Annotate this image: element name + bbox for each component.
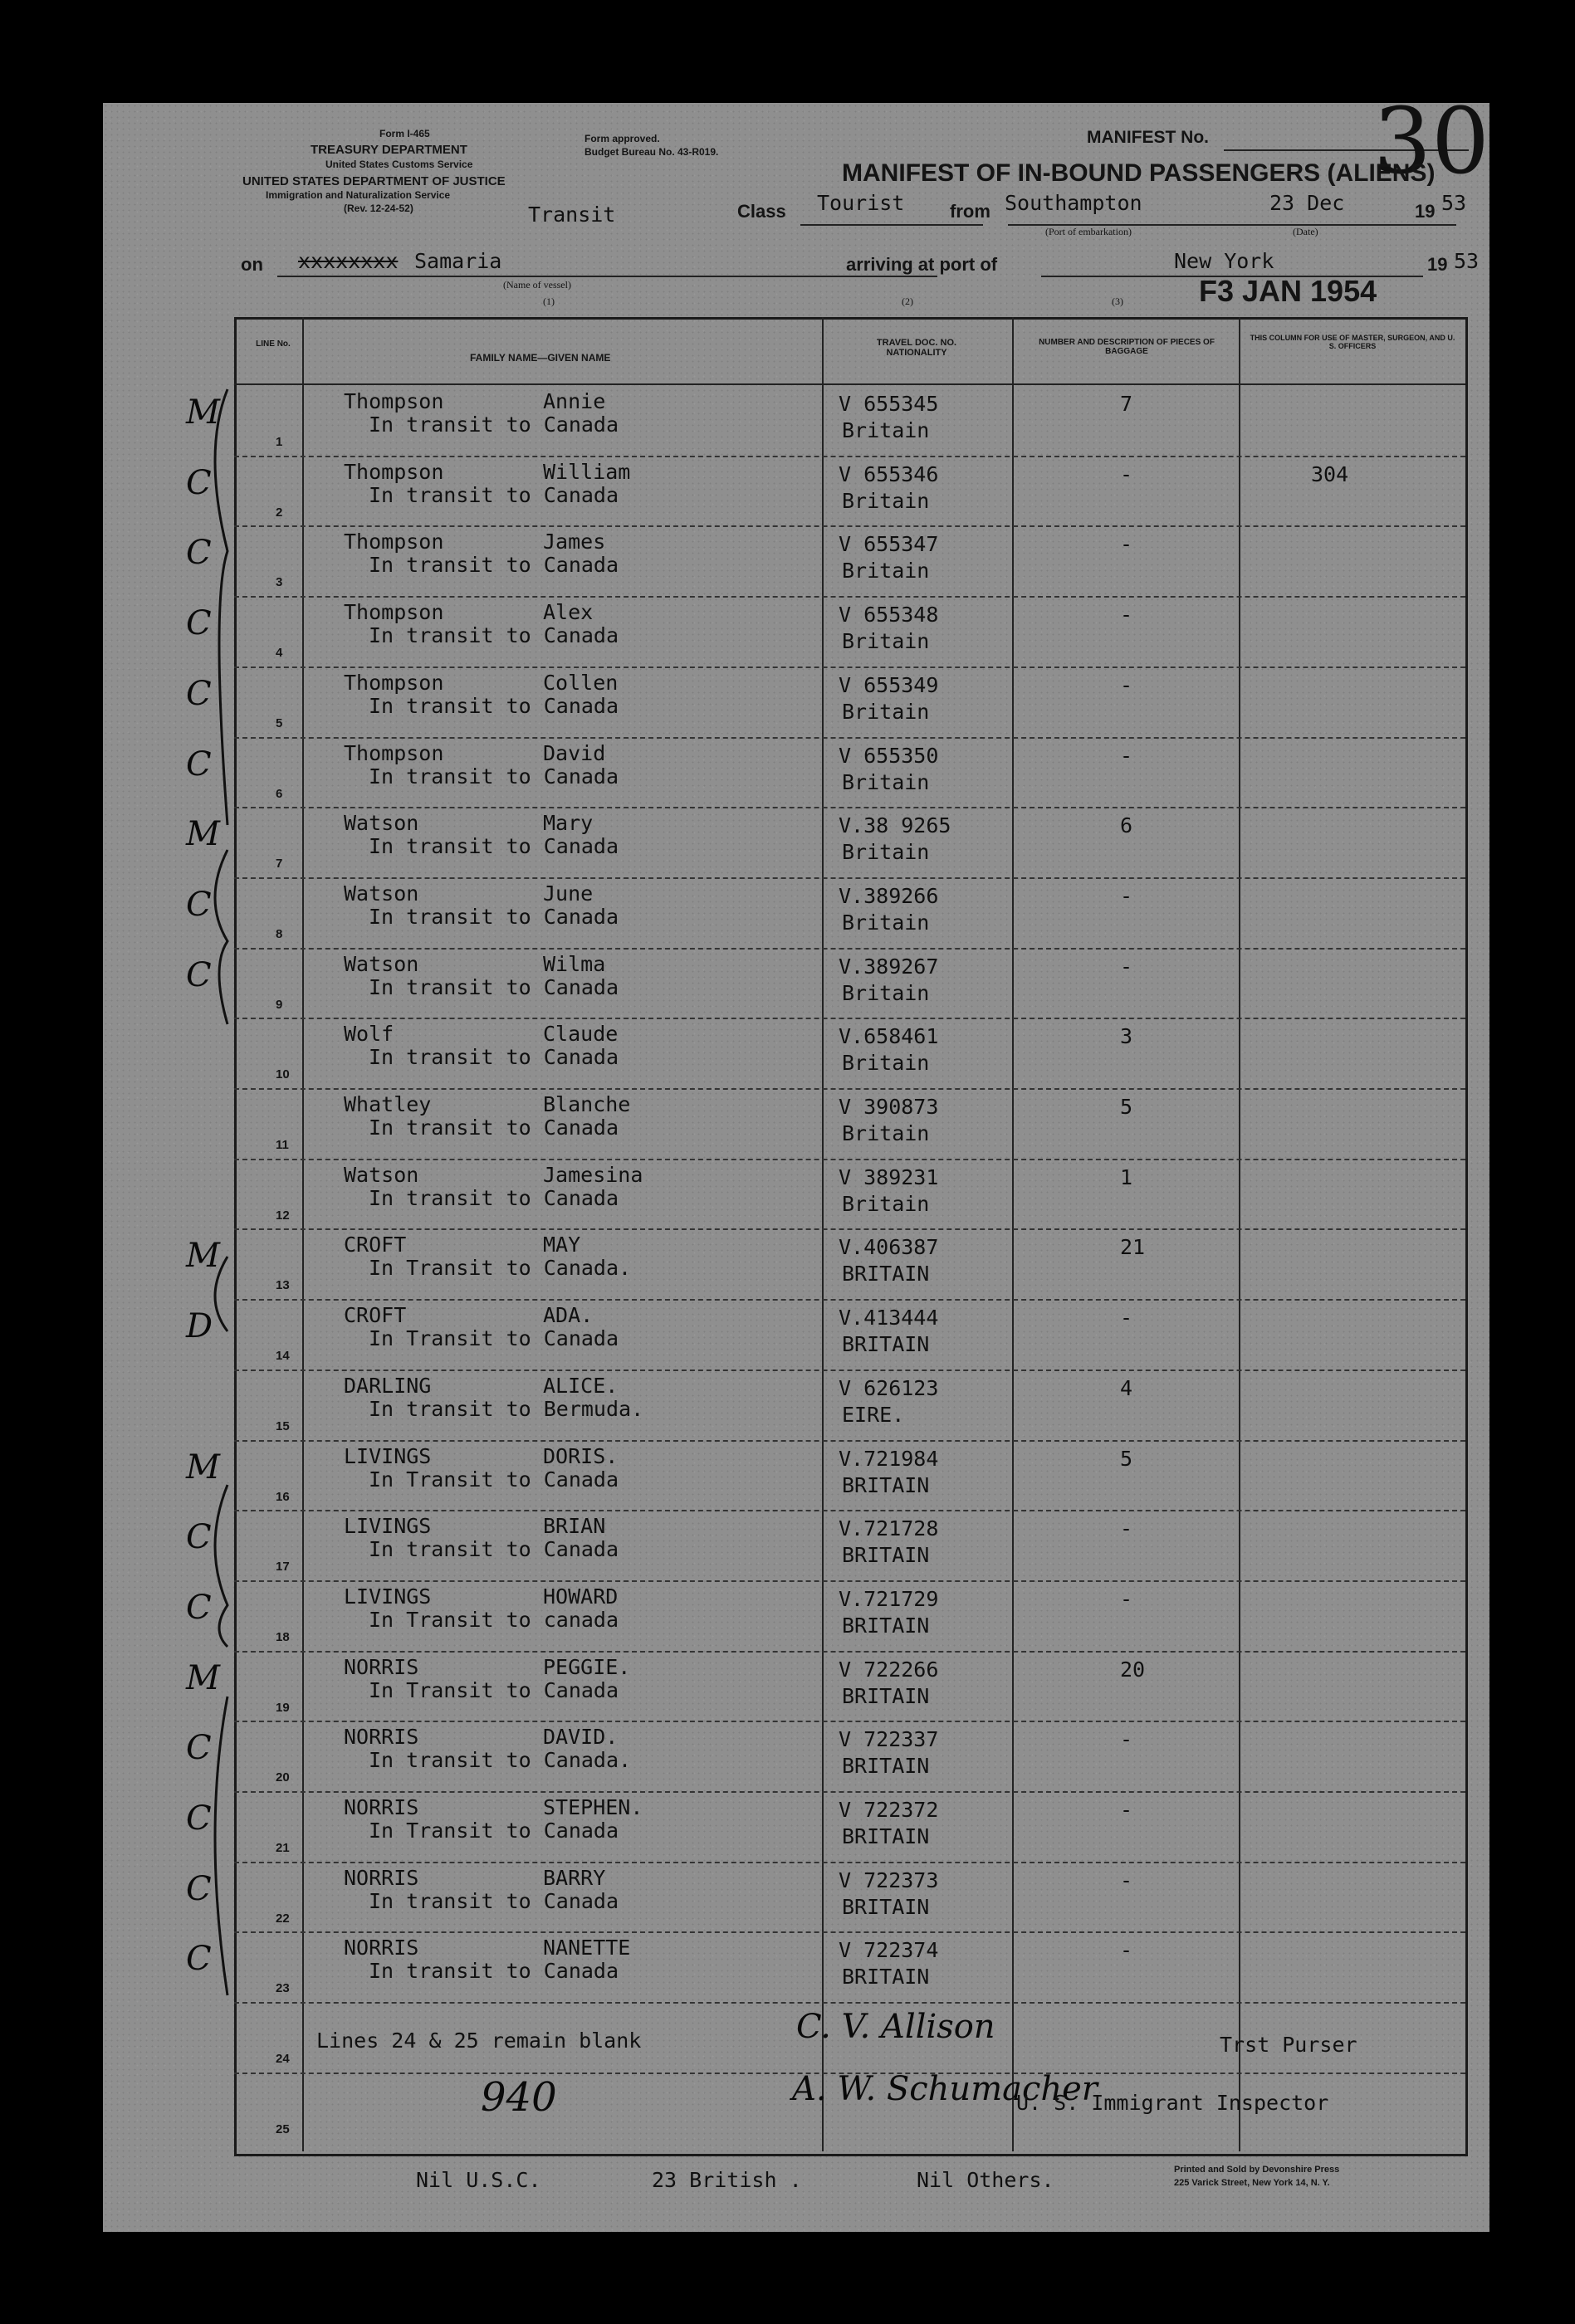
line-number: 20 [276,1770,290,1785]
travel-doc-number: V 655350 [839,743,939,768]
manifest-no-label: MANIFEST No. [1087,128,1209,147]
given-name: William [543,459,631,484]
family-name: Watson [344,951,419,976]
row-divider [234,666,1465,668]
year-prefix: 19 [1415,201,1436,222]
ins-name: Immigration and Naturalization Service [266,189,451,201]
date-caption: (Date) [1293,226,1318,237]
transit-destination: In transit to Canada [369,1185,619,1210]
travel-doc-number: V 655349 [839,672,939,697]
line-number: 19 [276,1700,290,1715]
margin-mark: D [186,1307,213,1346]
line-number: 18 [276,1629,290,1644]
given-name: DAVID. [543,1725,619,1750]
travel-doc-number: V.658461 [839,1024,939,1049]
row-divider [234,1931,1465,1933]
arriving-port: New York [1174,249,1274,273]
baggage-count: 5 [1120,1095,1133,1119]
travel-doc-number: V.721728 [839,1516,939,1541]
travel-doc-number: V 390873 [839,1095,939,1119]
family-name: CROFT [344,1303,407,1328]
family-name: Thompson [344,600,444,625]
nationality: EIRE. [842,1402,905,1427]
family-name: Watson [344,881,419,906]
arriving-year: 53 [1454,249,1480,273]
form-approved: Form approved. [585,133,660,144]
nationality: BRITAIN [842,1472,930,1497]
transit-destination: In transit to Canada [369,764,619,788]
given-name: Annie [543,389,606,413]
col-num-1: (1) [543,295,555,307]
baggage-count: 6 [1120,813,1133,838]
transit-destination: In transit to Canada [369,553,619,578]
family-name: NORRIS [344,1936,419,1960]
family-name: NORRIS [344,1654,419,1679]
travel-doc-number: V 655346 [839,461,939,486]
line-number: 21 [276,1841,290,1855]
family-name: LIVINGS [344,1514,432,1539]
col-header-name: FAMILY NAME—GIVEN NAME [470,352,611,364]
given-name: Claude [543,1022,619,1047]
baggage-count: - [1120,1938,1133,1963]
line-number: 7 [276,857,283,872]
inspector-title: U. S. Immigrant Inspector [1016,2091,1329,2115]
usc-count: Nil U.S.C. [416,2168,541,2192]
nationality: BRITAIN [842,1824,930,1848]
nationality: Britain [842,418,930,442]
row-divider [234,2002,1465,2004]
margin-mark: M [186,393,220,432]
row-divider [234,1721,1465,1722]
line-number: 25 [276,2121,290,2136]
family-name: Watson [344,1162,419,1187]
year-value: 53 [1441,191,1467,215]
margin-mark: C [186,1940,212,1979]
family-name: Thompson [344,530,444,554]
margin-mark: M [186,1237,220,1276]
baggage-count: - [1120,603,1133,627]
transit-destination: In transit to Canada [369,904,619,929]
given-name: STEPHEN. [543,1795,643,1819]
given-name: Jamesina [543,1162,643,1187]
struck-text: xxxxxxxx [298,249,399,273]
baggage-count: 20 [1120,1657,1146,1682]
transit-destination: In transit to Canada [369,1045,619,1070]
margin-mark: M [186,815,220,854]
line-number: 13 [276,1278,290,1293]
class-label: Class [737,201,786,222]
col-header-baggage: NUMBER AND DESCRIPTION OF PIECES OF BAGGAGE [1039,338,1215,356]
handwritten-number: 940 [481,2074,557,2121]
given-name: MAY [543,1233,581,1257]
transit-destination: In Transit to Canada. [369,1256,632,1281]
margin-mark: C [186,955,212,994]
baggage-count: - [1120,743,1133,768]
row-divider [234,1791,1465,1793]
row-divider [234,456,1465,457]
purser-signature: C. V. Allison [796,2008,995,2046]
margin-mark: C [186,885,212,924]
officer-note: 304 [1311,461,1349,486]
given-name: Alex [543,600,594,625]
transit-destination: In transit to Canada [369,974,619,999]
travel-doc-number: V.38 9265 [839,813,951,838]
treasury-dept: TREASURY DEPARTMENT [311,143,467,157]
baggage-count: - [1120,883,1133,908]
transit-destination: In transit to Canada [369,482,619,507]
baggage-count: - [1120,954,1133,979]
nationality: Britain [842,559,930,583]
travel-doc-number: V 722337 [839,1727,939,1752]
transit-word: Transit [528,203,616,227]
line-number: 6 [276,786,283,801]
line-number: 16 [276,1489,290,1504]
col-header-travel-doc: TRAVEL DOC. NO. NATIONALITY [876,338,957,358]
row-divider [234,1862,1465,1863]
nationality: BRITAIN [842,1332,930,1357]
family-name: LIVINGS [344,1443,432,1468]
transit-destination: In transit to Canada. [369,1748,632,1773]
customs-service: United States Customs Service [325,159,473,170]
col-header-officers: THIS COLUMN FOR USE OF MASTER, SURGEON, AND U. S. OFFICERS [1250,334,1455,350]
blank-lines-note: Lines 24 & 25 remain blank [316,2029,642,2053]
nationality: Britain [842,1121,930,1145]
line-number: 1 [276,435,283,449]
port-caption: (Port of embarkation) [1045,226,1132,237]
british-count: 23 British . [652,2168,802,2192]
travel-doc-number: V 655347 [839,532,939,557]
baggage-count: - [1120,1306,1133,1330]
transit-destination: In transit to Canada [369,1888,619,1913]
vessel-caption: (Name of vessel) [503,279,571,290]
on-label: on [241,254,263,275]
nationality: Britain [842,769,930,794]
margin-mark: M [186,1448,220,1487]
class-value: Tourist [817,191,905,215]
baggage-count: - [1120,461,1133,486]
col-num-3: (3) [1112,295,1123,307]
inspector-signature: A. W. Schumacher [792,2070,1098,2108]
family-name: NORRIS [344,1725,419,1750]
given-name: NANETTE [543,1936,631,1960]
transit-destination: In transit to Canada [369,1116,619,1140]
nationality: BRITAIN [842,1262,930,1286]
travel-doc-number: V.389266 [839,883,939,908]
baggage-count: - [1120,1798,1133,1822]
margin-mark: M [186,1658,220,1697]
arriving-year-prefix: 19 [1427,254,1448,275]
line-number: 8 [276,926,283,941]
nationality: BRITAIN [842,1683,930,1708]
margin-mark: C [186,1799,212,1838]
nationality: Britain [842,910,930,935]
nationality: BRITAIN [842,1965,930,1990]
baggage-count: - [1120,1516,1133,1541]
printer-line-1: Printed and Sold by Devonshire Press [1174,2165,1340,2175]
given-name: Mary [543,811,594,836]
printer-line-2: 225 Varick Street, New York 14, N. Y. [1174,2178,1330,2188]
family-name: Thompson [344,459,444,484]
nationality: Britain [842,1191,930,1216]
rev-date: (Rev. 12-24-52) [344,203,413,214]
port-of-embarkation: Southampton [1005,191,1142,215]
line-number: 11 [276,1138,289,1152]
travel-doc-number: V.406387 [839,1235,939,1260]
line-number: 24 [276,2052,290,2067]
travel-doc-number: V.721984 [839,1446,939,1471]
row-divider [234,1510,1465,1511]
handwritten-brackets [103,103,352,2095]
baggage-count: - [1120,1868,1133,1892]
family-name: Thompson [344,670,444,695]
family-name: NORRIS [344,1865,419,1890]
line-number: 9 [276,997,283,1012]
family-name: Thompson [344,740,444,765]
margin-mark: C [186,463,212,502]
given-name: DORIS. [543,1443,619,1468]
baggage-count: - [1120,532,1133,557]
line-number: 12 [276,1208,290,1223]
margin-mark: C [186,604,212,643]
row-divider [234,807,1465,808]
embark-date: 23 Dec [1269,191,1345,215]
manifest-page [103,88,1489,2232]
margin-mark: C [186,1729,212,1768]
given-name: BARRY [543,1865,606,1890]
nationality: Britain [842,699,930,724]
given-name: ADA. [543,1303,594,1328]
nationality: Britain [842,980,930,1005]
nationality: BRITAIN [842,1543,930,1568]
baggage-count: 5 [1120,1446,1133,1471]
line-number: 14 [276,1349,290,1364]
given-name: June [543,881,594,906]
row-divider [234,1159,1465,1160]
transit-destination: In transit to Canada [369,1537,619,1562]
justice-dept: UNITED STATES DEPARTMENT OF JUSTICE [242,174,506,188]
travel-doc-number: V.413444 [839,1306,939,1330]
travel-doc-number: V.389267 [839,954,939,979]
margin-mark: C [186,1869,212,1908]
family-name: DARLING [344,1373,432,1398]
row-divider [234,1651,1465,1653]
transit-destination: In Transit to canada [369,1607,619,1632]
margin-mark: C [186,674,212,713]
arriving-label: arriving at port of [846,254,998,275]
from-label: from [950,201,990,222]
budget-bureau: Budget Bureau No. 43-R019. [585,146,719,158]
baggage-count: 1 [1120,1164,1133,1189]
transit-destination: In transit to Canada [369,413,619,437]
given-name: ALICE. [543,1373,619,1398]
row-divider [234,737,1465,739]
row-divider [234,1440,1465,1442]
family-name: NORRIS [344,1795,419,1819]
row-divider [234,525,1465,527]
margin-mark: C [186,1518,212,1557]
transit-destination: In Transit to Canada [369,1467,619,1492]
given-name: PEGGIE. [543,1654,631,1679]
margin-mark: C [186,745,212,784]
given-name: David [543,740,606,765]
transit-destination: In transit to Canada [369,623,619,648]
baggage-count: 7 [1120,392,1133,416]
transit-destination: In transit to Canada [369,834,619,859]
nationality: Britain [842,629,930,654]
baggage-count: 4 [1120,1375,1133,1400]
travel-doc-number: V 626123 [839,1375,939,1400]
row-divider [234,1370,1465,1371]
nationality: Britain [842,488,930,513]
transit-destination: In Transit to Canada [369,1677,619,1702]
line-number: 17 [276,1560,290,1575]
transit-destination: In transit to Canada [369,693,619,718]
row-divider [234,877,1465,879]
vessel-name: Samaria [414,249,502,273]
nationality: BRITAIN [842,1613,930,1638]
travel-doc-number: V.721729 [839,1586,939,1611]
travel-doc-number: V 655348 [839,603,939,627]
line-number: 3 [276,575,283,590]
baggage-count: - [1120,672,1133,697]
travel-doc-number: V 655345 [839,392,939,416]
col-header-line: LINE No. [256,339,291,349]
given-name: HOWARD [543,1584,619,1609]
line-number: 15 [276,1418,290,1433]
col-num-2: (2) [902,295,913,307]
travel-doc-number: V 722372 [839,1798,939,1822]
transit-destination: In Transit to Canada [369,1326,619,1351]
given-name: BRIAN [543,1514,606,1539]
others-count: Nil Others. [917,2168,1054,2192]
row-divider [234,596,1465,598]
travel-doc-number: V 722266 [839,1657,939,1682]
baggage-count: - [1120,1727,1133,1752]
row-divider [234,948,1465,950]
margin-mark: C [186,534,212,573]
line-number: 22 [276,1911,290,1926]
travel-doc-number: V 722373 [839,1868,939,1892]
manifest-title: MANIFEST OF IN-BOUND PASSENGERS (ALIENS) [842,159,1436,187]
margin-mark: C [186,1588,212,1627]
row-divider [234,1018,1465,1019]
family-name: Whatley [344,1092,432,1116]
nationality: Britain [842,1051,930,1076]
row-divider [234,1228,1465,1230]
travel-doc-number: V 389231 [839,1164,939,1189]
row-divider [234,1299,1465,1301]
transit-destination: In Transit to Canada [369,1819,619,1843]
baggage-count: - [1120,1586,1133,1611]
travel-doc-number: V 722374 [839,1938,939,1963]
given-name: James [543,530,606,554]
baggage-count: 21 [1120,1235,1146,1260]
nationality: BRITAIN [842,1754,930,1779]
transit-destination: In transit to Canada [369,1959,619,1984]
row-divider [234,1088,1465,1090]
family-name: Watson [344,811,419,836]
line-number: 23 [276,1981,290,1996]
transit-destination: In transit to Bermuda. [369,1396,644,1421]
family-name: Wolf [344,1022,394,1047]
line-number: 10 [276,1067,290,1082]
line-number: 5 [276,715,283,730]
baggage-count: 3 [1120,1024,1133,1049]
given-name: Wilma [543,951,606,976]
family-name: CROFT [344,1233,407,1257]
given-name: Blanche [543,1092,631,1116]
family-name: LIVINGS [344,1584,432,1609]
arrival-date-stamp: F3 JAN 1954 [1199,274,1377,308]
line-number: 4 [276,646,283,661]
given-name: Collen [543,670,619,695]
nationality: Britain [842,840,930,865]
row-divider [234,1580,1465,1582]
nationality: BRITAIN [842,1894,930,1919]
line-number: 2 [276,505,283,520]
form-code: Form I-465 [379,128,430,139]
manifest-number: 30 [1373,88,1489,194]
family-name: Thompson [344,389,444,413]
purser-title: Trst Purser [1220,2033,1357,2057]
